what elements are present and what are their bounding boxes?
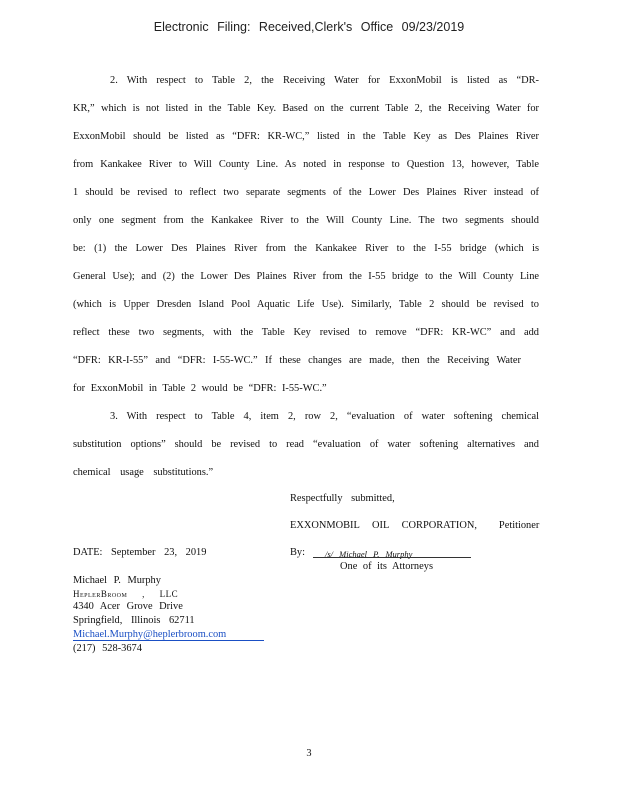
paragraph-2-line-11: “DFR: KR-I-55” and “DFR: I-55-WC.” If these changes are made, then the Receiving Water — [73, 355, 521, 366]
by-label: By: — [290, 547, 306, 558]
signature-text: /s/ Michael P. Murphy — [325, 549, 413, 559]
paragraph-2-line-12: for ExxonMobil in Table 2 would be “DFR: I-55-WC.” — [73, 383, 327, 394]
paragraph-2-line-3: ExxonMobil should be listed as “DFR: KR-WC,” listed in the Table Key as Des Plaines River — [73, 131, 539, 142]
company-name: EXXONMOBIL OIL CORPORATION, — [290, 520, 477, 531]
date-line: DATE: September 23, 2019 — [73, 547, 207, 558]
signature-line — [313, 557, 471, 558]
paragraph-2-line-7: be: (1) the Lower Des Plaines River from the Kankakee River to the I-55 bridge (which is — [73, 243, 539, 254]
page-number: 3 — [306, 748, 312, 759]
electronic-filing-header: Electronic Filing: Received,Clerk's Office 09/23/2019 — [153, 20, 465, 34]
closing-text: Respectfully submitted, — [290, 493, 395, 504]
paragraph-2-line-10: reflect these two segments, with the Table Key revised to remove “DFR: KR-WC” and add — [73, 327, 539, 338]
petitioner-label: Petitioner — [498, 520, 540, 531]
paragraph-2-line-5: 1 should be revised to reflect two separate segments of the Lower Des Plaines River instead of — [73, 187, 539, 198]
paragraph-2-line-6: only one segment from the Kankakee River to the Will County Line. The two segments should — [73, 215, 539, 226]
attorney-caption: One of its Attorneys — [340, 561, 433, 572]
petitioner-line — [290, 519, 539, 533]
paragraph-3-line-2: substitution options” should be revised to read “evaluation of water softening alternatives and — [73, 439, 539, 450]
paragraph-2-line-9: (which is Upper Dresden Island Pool Aquatic Life Use). Similarly, Table 2 should be revised to — [73, 299, 539, 310]
paragraph-3-line-1: 3. With respect to Table 4, item 2, row 2, “evaluation of water softening chemical — [110, 411, 539, 422]
paragraph-2-line-2: KR,” which is not listed in the Table Key. Based on the current Table 2, the Receiving Water for — [73, 103, 539, 114]
attorney-name: Michael P. Murphy — [73, 575, 161, 586]
email-link[interactable]: Michael.Murphy@heplerbroom.com — [73, 628, 264, 642]
phone-number: (217) 528-3674 — [73, 643, 142, 654]
paragraph-2-line-1: 2. With respect to Table 2, the Receiving Water for ExxonMobil is listed as “DR- — [110, 75, 539, 86]
paragraph-2-line-8: General Use); and (2) the Lower Des Plaines River from the I-55 bridge to the Will County Line — [73, 271, 539, 282]
paragraph-3-line-3: chemical usage substitutions.” — [73, 467, 214, 478]
city-state-zip: Springfield, Illinois 62711 — [73, 615, 195, 626]
paragraph-2-line-4: from Kankakee River to Will County Line. As noted in response to Question 13, however, Table — [73, 159, 539, 170]
street-address: 4340 Acer Grove Drive — [73, 601, 183, 612]
firm-name: HeplerBroom , LLC — [73, 589, 179, 599]
